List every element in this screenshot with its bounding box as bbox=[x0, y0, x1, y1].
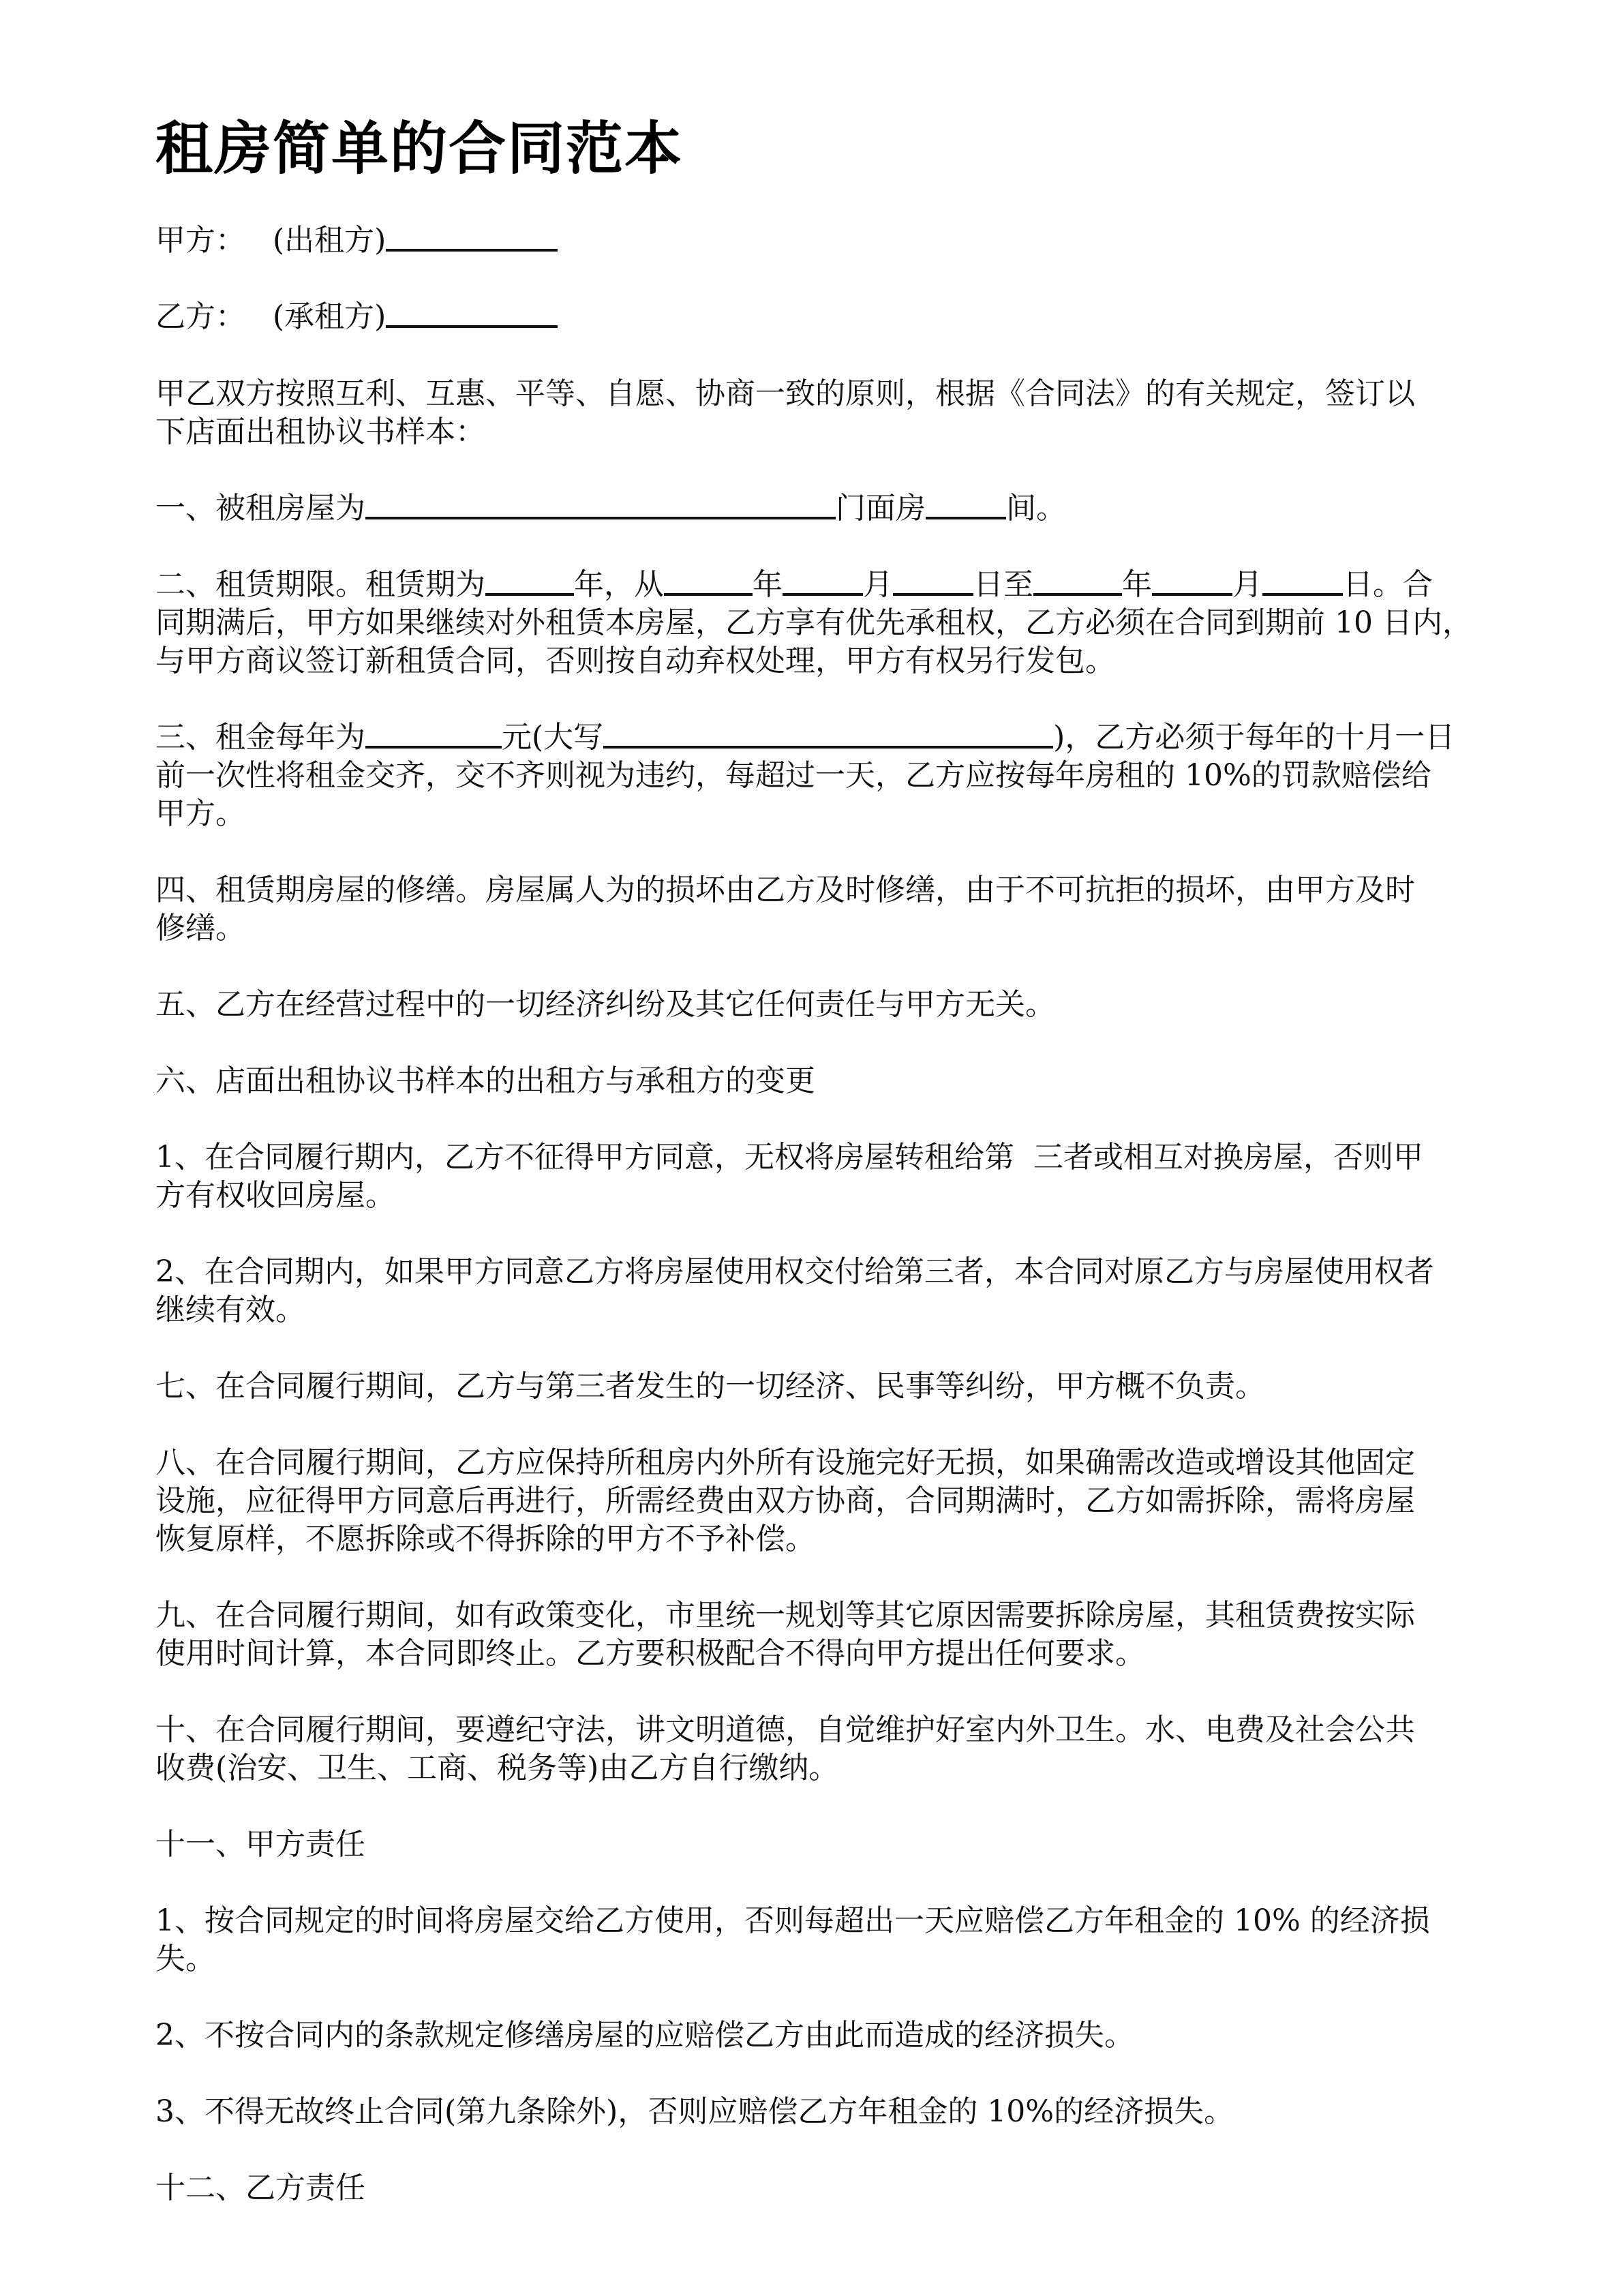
clause-2-text-a: 二、租赁期限。租赁期为 bbox=[155, 567, 485, 602]
clause-3-text-a: 三、租金每年为 bbox=[155, 720, 365, 755]
clause-10-line-2: 收费(治安、卫生、工商、税务等)由乙方自行缴纳。 bbox=[155, 1751, 839, 1785]
clause-3-line-3: 甲方。 bbox=[155, 796, 245, 831]
clause-9-line-2: 使用时间计算，本合同即终止。乙方要积极配合不得向甲方提出任何要求。 bbox=[155, 1636, 1145, 1671]
start-month-blank bbox=[783, 566, 863, 596]
clause-11: 十一、甲方责任 bbox=[155, 1827, 365, 1862]
clause-2 bbox=[155, 566, 1539, 680]
start-day-blank bbox=[893, 566, 973, 596]
property-address-blank bbox=[365, 489, 836, 519]
start-year-blank bbox=[664, 566, 753, 596]
intro-paragraph bbox=[155, 375, 1539, 451]
clause-2-text-d: 月 bbox=[863, 567, 893, 602]
clause-2-text-g: 月 bbox=[1232, 567, 1262, 602]
document-title: 租房简单的合同范本 bbox=[155, 115, 684, 182]
clause-7: 七、在合同履行期间，乙方与第三者发生的一切经济、民事等纠纷，甲方概不负责。 bbox=[155, 1369, 1265, 1404]
clause-4-line-2: 修缮。 bbox=[155, 911, 245, 946]
clause-8-line-1: 八、在合同履行期间，乙方应保持所租房内外所有设施完好无损，如果确需改造或增设其他固定 bbox=[155, 1445, 1415, 1480]
intro-line-2: 下店面出租协议书样本： bbox=[155, 414, 485, 449]
clause-2-text-c: 年 bbox=[753, 567, 783, 602]
clause-2-text-f: 年 bbox=[1122, 567, 1152, 602]
document-page bbox=[155, 0, 1539, 2296]
party-a-role: (出租方) bbox=[273, 223, 386, 258]
clause-3-text-c: )，乙方必须于每年的十月一日 bbox=[1053, 720, 1455, 755]
clause-11-1-line-1: 1、按合同规定的时间将房屋交给乙方使用，否则每超出一天应赔偿乙方年租金的 10% 的经济损 bbox=[155, 1903, 1430, 1938]
party-b-label: 乙方： bbox=[155, 299, 245, 334]
rent-capital-blank bbox=[603, 719, 1053, 749]
party-b-line bbox=[155, 298, 1539, 336]
clause-11-2: 2、不按合同内的条款规定修缮房屋的应赔偿乙方由此而造成的经济损失。 bbox=[155, 2018, 1134, 2053]
clause-2-line-3: 与甲方商议签订新租赁合同，否则按自动弃权处理，甲方有权另行发包。 bbox=[155, 644, 1115, 678]
clause-9-line-1: 九、在合同履行期间，如有政策变化，市里统一规划等其它原因需要拆除房屋，其租赁费按实际 bbox=[155, 1598, 1415, 1633]
clause-1 bbox=[155, 489, 1539, 528]
clause-1-text-c: 间。 bbox=[1006, 491, 1066, 526]
clause-11-1 bbox=[155, 1902, 1539, 1978]
party-a-label: 甲方： bbox=[155, 223, 245, 258]
end-month-blank bbox=[1152, 566, 1232, 596]
clause-2-text-b: 年，从 bbox=[574, 567, 664, 602]
clause-2-text-h: 日。合 bbox=[1343, 567, 1433, 602]
clause-6-2-line-1: 2、在合同期内，如果甲方同意乙方将房屋使用权交付给第三者，本合同对原乙方与房屋使用权者 bbox=[155, 1254, 1434, 1289]
clause-9 bbox=[155, 1597, 1539, 1673]
clause-10 bbox=[155, 1711, 1539, 1787]
clause-4-line-1: 四、租赁期房屋的修缮。房屋属人为的损坏由乙方及时修缮，由于不可抗拒的损坏，由甲方及时 bbox=[155, 873, 1415, 907]
clause-2-line-2: 同期满后，甲方如果继续对外租赁本房屋，乙方享有优先承租权，乙方必须在合同到期前 10 日内， bbox=[155, 605, 1472, 640]
intro-line-1: 甲乙双方按照互利、互惠、平等、自愿、协商一致的原则，根据《合同法》的有关规定，签订以 bbox=[155, 376, 1415, 411]
clause-12: 十二、乙方责任 bbox=[155, 2171, 365, 2205]
clause-8-line-3: 恢复原样，不愿拆除或不得拆除的甲方不予补偿。 bbox=[155, 1522, 815, 1556]
room-count-blank bbox=[926, 489, 1006, 519]
clause-3-line-1 bbox=[155, 719, 1539, 757]
clause-11-3: 3、不得无故终止合同(第九条除外)，否则应赔偿乙方年租金的 10%的经济损失。 bbox=[155, 2094, 1234, 2129]
party-a-line bbox=[155, 222, 1539, 260]
rent-amount-blank bbox=[365, 719, 502, 749]
clause-1-text-b: 门面房 bbox=[836, 491, 926, 526]
clause-8 bbox=[155, 1444, 1539, 1558]
clause-6-2-line-2: 继续有效。 bbox=[155, 1293, 305, 1327]
clause-4 bbox=[155, 871, 1539, 948]
clause-3-text-b: 元(大写 bbox=[502, 720, 604, 755]
clause-2-text-e: 日至 bbox=[973, 567, 1033, 602]
clause-11-1-line-2: 失。 bbox=[155, 1942, 215, 1976]
term-years-blank bbox=[485, 566, 574, 596]
clause-2-line-1 bbox=[155, 566, 1539, 604]
clause-6-1-line-1: 1、在合同履行期内，乙方不征得甲方同意，无权将房屋转租给第 三者或相互对换房屋，否则甲 bbox=[155, 1140, 1423, 1175]
clause-6-1 bbox=[155, 1138, 1539, 1215]
clause-5: 五、乙方在经营过程中的一切经济纠纷及其它任何责任与甲方无关。 bbox=[155, 987, 1055, 1022]
clause-6: 六、店面出租协议书样本的出租方与承租方的变更 bbox=[155, 1063, 815, 1098]
party-b-role: (承租方) bbox=[273, 299, 386, 334]
clause-6-2 bbox=[155, 1253, 1539, 1329]
clause-1-text-a: 一、被租房屋为 bbox=[155, 491, 365, 526]
clause-8-line-2: 设施，应征得甲方同意后再进行，所需经费由双方协商，合同期满时，乙方如需拆除，需将房屋 bbox=[155, 1483, 1415, 1518]
party-b-blank bbox=[386, 298, 558, 328]
clause-3-line-2: 前一次性将租金交齐，交不齐则视为违约，每超过一天，乙方应按每年房租的 10%的罚款赔偿给 bbox=[155, 758, 1431, 793]
clause-10-line-1: 十、在合同履行期间，要遵纪守法，讲文明道德，自觉维护好室内外卫生。水、电费及社会公共 bbox=[155, 1712, 1415, 1747]
end-day-blank bbox=[1262, 566, 1343, 596]
end-year-blank bbox=[1033, 566, 1122, 596]
clause-3 bbox=[155, 719, 1539, 833]
party-a-blank bbox=[386, 222, 558, 252]
clause-6-1-line-2: 方有权收回房屋。 bbox=[155, 1178, 395, 1213]
